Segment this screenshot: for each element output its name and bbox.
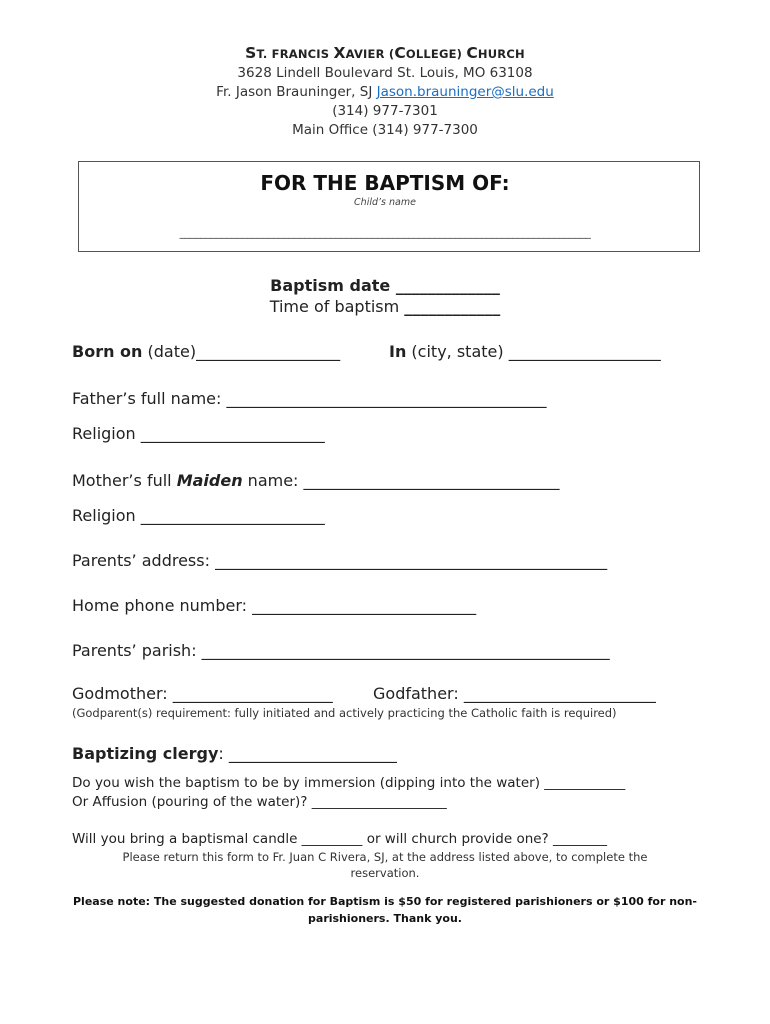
parents-address-field[interactable]: Parents’ address: _________________________________________________: [72, 551, 608, 570]
baptism-date-field[interactable]: _____________: [390, 276, 500, 295]
clergy-field[interactable]: : _____________________: [218, 744, 397, 763]
priest-email-link[interactable]: Jason.brauninger@slu.edu: [376, 84, 554, 100]
baptism-time-row: [0, 297, 770, 316]
priest-contact: [0, 84, 770, 100]
born-on-field[interactable]: (date)__________________: [142, 342, 341, 361]
priest-phone: (314) 977-7301: [332, 103, 438, 119]
affusion-field[interactable]: Or Affusion (pouring of the water)? ____________________: [72, 794, 447, 810]
baptism-date-row: [0, 276, 770, 295]
church-address: 3628 Lindell Boulevard St. Louis, MO 63108: [237, 65, 533, 81]
main-office-phone: Main Office (314) 977-7300: [292, 122, 478, 138]
parents-parish-field[interactable]: Parents’ parish: ___________________________________________________: [72, 641, 610, 660]
priest-name: Fr. Jason Brauninger, SJ: [216, 84, 377, 100]
clergy-label: Baptizing clergy: [72, 744, 219, 763]
immersion-field[interactable]: Do you wish the baptism to be by immersion (dipping into the water) ____________: [72, 775, 626, 791]
father-name-field[interactable]: Father’s full name: ________________________________________: [72, 389, 547, 408]
donation-note-continued: parishioners. Thank you.: [308, 912, 462, 925]
birth-place-label: In: [389, 342, 407, 361]
born-on-row[interactable]: [72, 342, 340, 361]
baptizing-clergy-row[interactable]: [72, 744, 397, 763]
church-name: ST. FRANCIS XAVIER (COLLEGE) CHURCH: [245, 44, 525, 62]
father-religion-field[interactable]: Religion _______________________: [72, 424, 325, 443]
birth-place-field[interactable]: (city, state) ___________________: [406, 342, 661, 361]
birth-place-row[interactable]: [389, 342, 661, 361]
baptism-time-field[interactable]: ____________: [404, 297, 501, 316]
mother-name-field[interactable]: name: ________________________________: [242, 471, 560, 490]
donation-note: Please note: The suggested donation for Baptism is $50 for registered parishioners or $100 for non-: [73, 895, 697, 908]
mother-name-row[interactable]: [72, 471, 560, 490]
return-instructions: Please return this form to Fr. Juan C Rivera, SJ, at the address listed above, to complete the: [122, 850, 648, 864]
candle-field[interactable]: Will you bring a baptismal candle _________ or will church provide one? ________: [72, 831, 608, 847]
godparent-requirement-note: (Godparent(s) requirement: fully initiated and actively practicing the Catholic faith is required): [72, 706, 617, 720]
godmother-field[interactable]: Godmother: ____________________: [72, 684, 333, 703]
godfather-field[interactable]: Godfather: ________________________: [373, 684, 656, 703]
child-name-caption: Child’s name: [354, 197, 416, 208]
mother-maiden-emphasis: Maiden: [176, 471, 243, 490]
baptism-date-label: Baptism date: [270, 276, 391, 295]
born-on-label: Born on: [72, 342, 143, 361]
home-phone-field[interactable]: Home phone number: ____________________________: [72, 596, 477, 615]
mother-name-prefix: Mother’s full: [72, 471, 177, 490]
mother-religion-field[interactable]: Religion _______________________: [72, 506, 325, 525]
baptism-of-title: FOR THE BAPTISM OF:: [260, 171, 510, 195]
child-name-field[interactable]: _______________________________________________________________________________: [179, 226, 591, 239]
return-instructions-continued: reservation.: [350, 866, 420, 880]
baptism-time-label: Time of baptism: [269, 297, 405, 316]
